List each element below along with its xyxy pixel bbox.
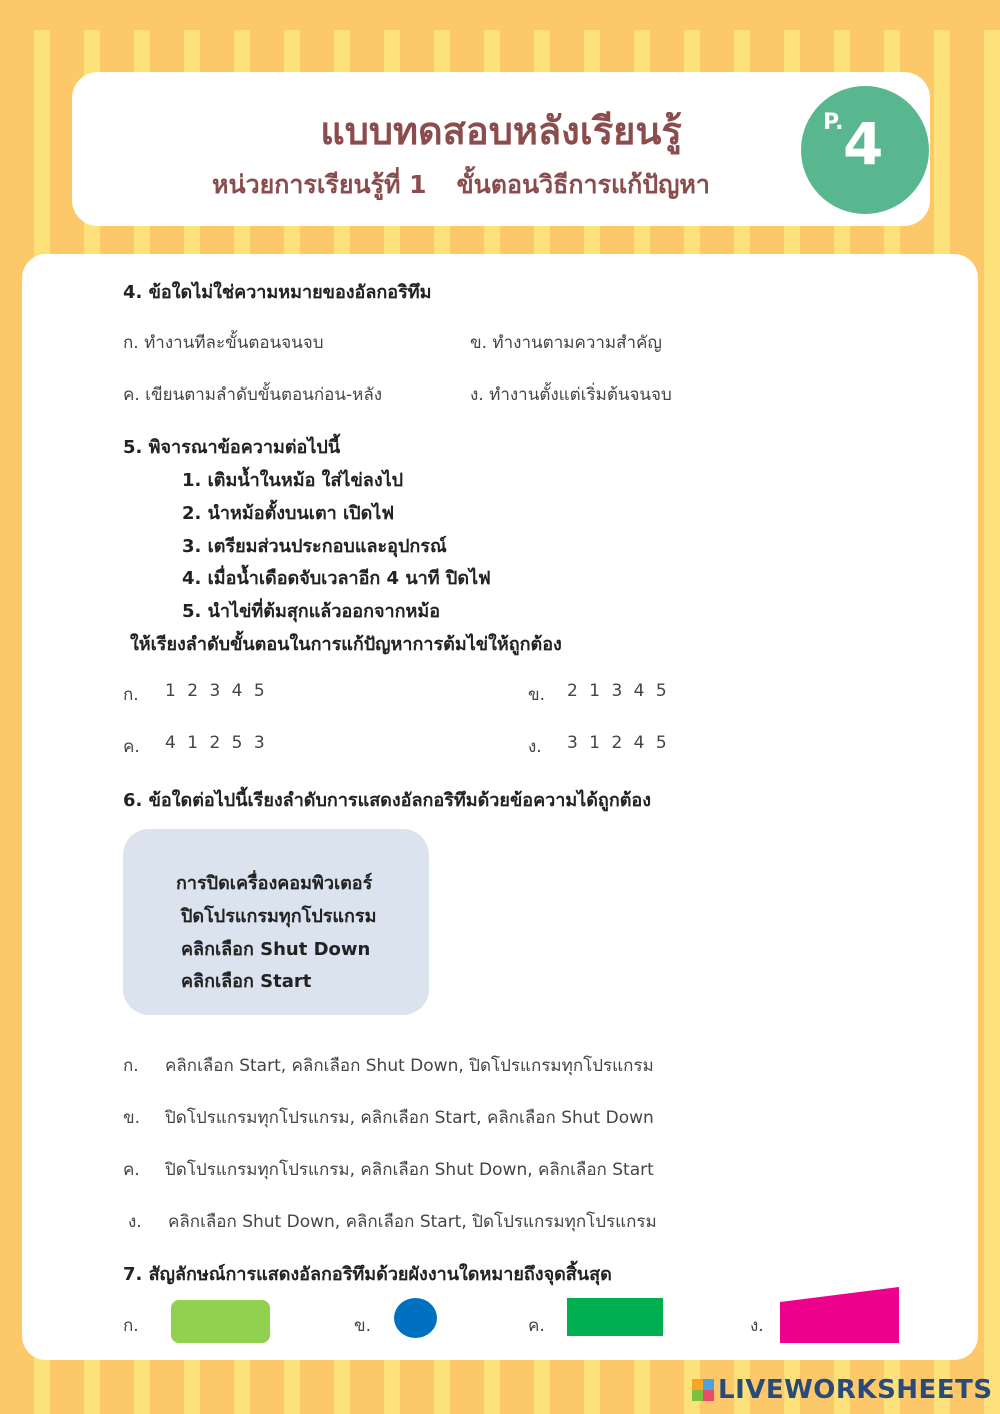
q6-option-c-label: ค. (123, 1160, 140, 1180)
question-4: 4. ข้อใดไม่ใช่ความหมายของอัลกอริทึม (123, 282, 432, 303)
q6-option-b[interactable]: ปิดโปรแกรมทุกโปรแกรม, คลิกเลือก Start, คลิกเลือก Shut Down (165, 1108, 654, 1128)
q5-option-c[interactable]: 4 1 2 5 3 (165, 733, 268, 753)
q6-option-a[interactable]: คลิกเลือก Start, คลิกเลือก Shut Down, ปิดโปรแกรมทุกโปรแกรม (165, 1056, 654, 1076)
manual-input-shape[interactable] (779, 1286, 901, 1344)
q5-option-d[interactable]: 3 1 2 4 5 (567, 733, 670, 753)
q7-option-c-label: ค. (528, 1316, 545, 1336)
q5-step-5: 5. นำไข่ที่ต้มสุกแล้วออกจากหม้อ (182, 601, 441, 622)
logo-icon (692, 1379, 714, 1401)
rounded-rectangle-shape[interactable] (171, 1300, 270, 1343)
page-number-badge (801, 86, 929, 214)
subtitle-unit: หน่วยการเรียนรู้ที่ 1 (212, 170, 427, 199)
q5-step-1: 1. เติมน้ำในหม้อ ใส่ไข่ลงไป (182, 470, 404, 491)
question-5: 5. พิจารณาข้อความต่อไปนี้ (123, 437, 341, 458)
q6-option-b-label: ข. (123, 1108, 141, 1128)
q5-option-b[interactable]: 2 1 3 4 5 (567, 681, 670, 701)
rectangle-shape[interactable] (567, 1298, 663, 1336)
q5-option-a-label: ก. (123, 685, 139, 705)
q5-option-b-label: ข. (528, 685, 546, 705)
q7-option-b-label: ข. (354, 1316, 372, 1336)
q5-instruction: ให้เรียงลำดับขั้นตอนในการแก้ปัญหาการต้มไข่ให้ถูกต้อง (130, 634, 562, 655)
q7-option-a-label: ก. (123, 1316, 139, 1336)
q6-box-title: การปิดเครื่องคอมพิวเตอร์ (176, 873, 373, 894)
q5-option-d-label: ง. (528, 737, 542, 757)
subtitle-topic: ขั้นตอนวิธีการแก้ปัญหา (456, 170, 710, 199)
q6-option-d[interactable]: คลิกเลือก Shut Down, คลิกเลือก Start, ปิดโปรแกรมทุกโปรแกรม (168, 1212, 657, 1232)
q5-step-4: 4. เมื่อน้ำเดือดจับเวลาอีก 4 นาที ปิดไฟ (182, 568, 491, 589)
q6-option-c[interactable]: ปิดโปรแกรมทุกโปรแกรม, คลิกเลือก Shut Down, คลิกเลือก Start (165, 1160, 654, 1180)
q6-option-d-label: ง. (128, 1212, 142, 1232)
q4-option-a[interactable]: ก. ทำงานทีละขั้นตอนจนจบ (123, 333, 324, 353)
q6-box-line-2: คลิกเลือก Shut Down (181, 939, 371, 960)
q5-step-2: 2. นำหม้อตั้งบนเตา เปิดไฟ (182, 503, 395, 524)
q6-option-a-label: ก. (123, 1056, 139, 1076)
q4-option-d[interactable]: ง. ทำงานตั้งแต่เริ่มต้นจนจบ (470, 385, 672, 405)
q6-box-line-3: คลิกเลือก Start (181, 971, 312, 992)
logo-text: LIVEWORKSHEETS (718, 1375, 993, 1405)
question-7: 7. สัญลักษณ์การแสดงอัลกอริทึมด้วยผังงานใดหมายถึงจุดสิ้นสุด (123, 1264, 612, 1285)
q7-option-d-label: ง. (750, 1316, 764, 1336)
q5-option-a[interactable]: 1 2 3 4 5 (165, 681, 268, 701)
circle-shape[interactable] (394, 1298, 437, 1338)
q4-option-b[interactable]: ข. ทำงานตามความสำคัญ (470, 333, 662, 353)
q5-step-3: 3. เตรียมส่วนประกอบและอุปกรณ์ (182, 536, 447, 557)
q4-option-c[interactable]: ค. เขียนตามลำดับขั้นตอนก่อน-หลัง (123, 385, 383, 405)
question-6: 6. ข้อใดต่อไปนี้เรียงลำดับการแสดงอัลกอริทึมด้วยข้อความได้ถูกต้อง (123, 790, 652, 811)
page-subtitle (212, 165, 710, 205)
q5-option-c-label: ค. (123, 737, 140, 757)
liveworksheets-logo (692, 1374, 993, 1406)
page-title: แบบทดสอบหลังเรียนรู้ (320, 109, 682, 153)
badge-number: 4 (843, 110, 884, 178)
badge-prefix: P. (823, 110, 844, 135)
q6-box-line-1: ปิดโปรแกรมทุกโปรแกรม (181, 906, 377, 927)
